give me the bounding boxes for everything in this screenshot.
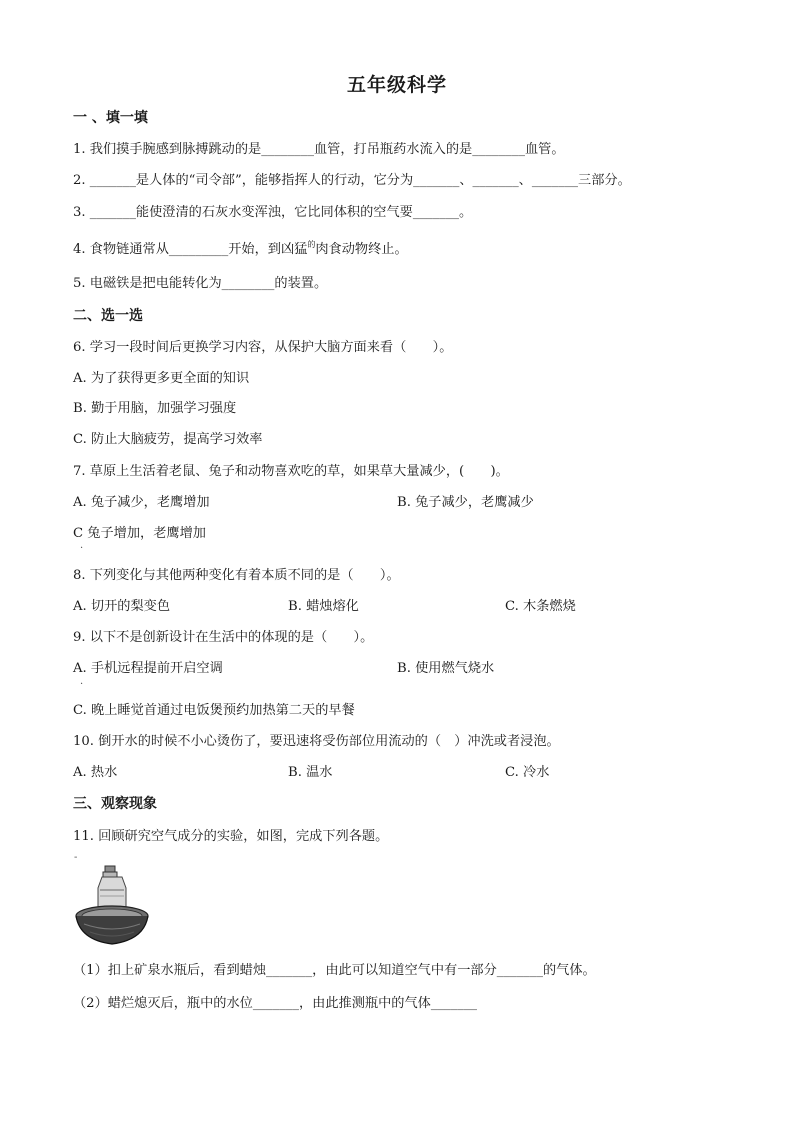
question-9-option-b: B. 使用燃气烧水 [397,661,495,676]
question-6-option-a: A. 为了获得更多更全面的知识 [73,371,250,386]
question-11-part-2: （2）蜡烂熄灭后，瓶中的水位_______，由此推测瓶中的气体_______ [73,996,478,1011]
stray-mark: - [74,852,78,863]
question-10-option-a: A. 热水 [73,765,118,780]
question-6-option-b: B. 勤于用脑，加强学习强度 [73,401,237,416]
stray-mark: · [80,679,84,690]
question-5: 5. 电磁铁是把电能转化为________的装置。 [73,276,328,291]
question-10: 10. 倒开水的时候不小心烫伤了，要迅速将受伤部位用流动的（ ）冲洗或者浸泡。 [73,734,560,749]
question-11: 11. 回顾研究空气成分的实验，如图，完成下列各题。 [73,829,389,844]
question-1: 1. 我们摸手腕感到脉搏跳动的是________血管，打吊瓶药水流入的是________血管。 [73,142,565,157]
question-10-options-row [73,764,723,782]
question-3: 3. _______能使澄清的石灰水变浑浊，它比同体积的空气要_______。 [73,205,473,220]
section-observation: 三、观察现象 [73,796,157,812]
page-title: 五年级科学 [346,74,447,96]
question-7-options-row [73,494,723,512]
question-7-option-c: C 兔子增加，老鹰增加 [73,526,206,541]
question-9-option-a: A. 手机远程提前开启空调 [73,661,223,676]
question-9-option-c: C. 晚上睡觉首通过电饭煲预约加热第二天的早餐 [73,703,355,718]
question-10-option-c: C. 冷水 [505,765,550,780]
question-8-options-row [73,598,723,616]
stray-mark: · [80,543,84,554]
question-9: 9. 以下不是创新设计在生活中的体现的是（ ）。 [73,630,374,645]
question-10-option-b: B. 温水 [288,765,333,780]
question-4: 4. 食物链通常从_________开始，到凶猛$^的$肉食动物终止。 [73,240,408,257]
question-7-option-a: A. 兔子减少，老鹰增加 [73,495,210,510]
question-6-option-c: C. 防止大脑疲劳，提高学习效率 [73,432,263,447]
section-fill-in: 一 、填一填 [73,110,148,126]
candle-in-water-bowl-illustration [72,860,152,950]
question-9-options-row [73,660,723,678]
question-8-option-b: B. 蜡烛熔化 [288,599,359,614]
section-multiple-choice: 二、选一选 [73,308,143,324]
question-7-option-b: B. 兔子减少，老鹰减少 [397,495,534,510]
question-7: 7. 草原上生活着老鼠、兔子和动物喜欢吃的草，如果草大量减少，( )。 [73,464,509,479]
question-6: 6. 学习一段时间后更换学习内容，从保护大脑方面来看（ ）。 [73,340,453,355]
question-8-option-c: C. 木条燃烧 [505,599,576,614]
question-11-part-1: （1）扣上矿泉水瓶后，看到蜡烛_______，由此可以知道空气中有一部分_______的气体。 [73,963,596,978]
question-2: 2. _______是人体的“司令部”，能够指挥人的行动，它分为_______、_______、_______三部分。 [73,173,631,188]
question-8-option-a: A. 切开的梨变色 [73,599,171,614]
question-8: 8. 下列变化与其他两种变化有着本质不同的是（ ）。 [73,568,400,583]
